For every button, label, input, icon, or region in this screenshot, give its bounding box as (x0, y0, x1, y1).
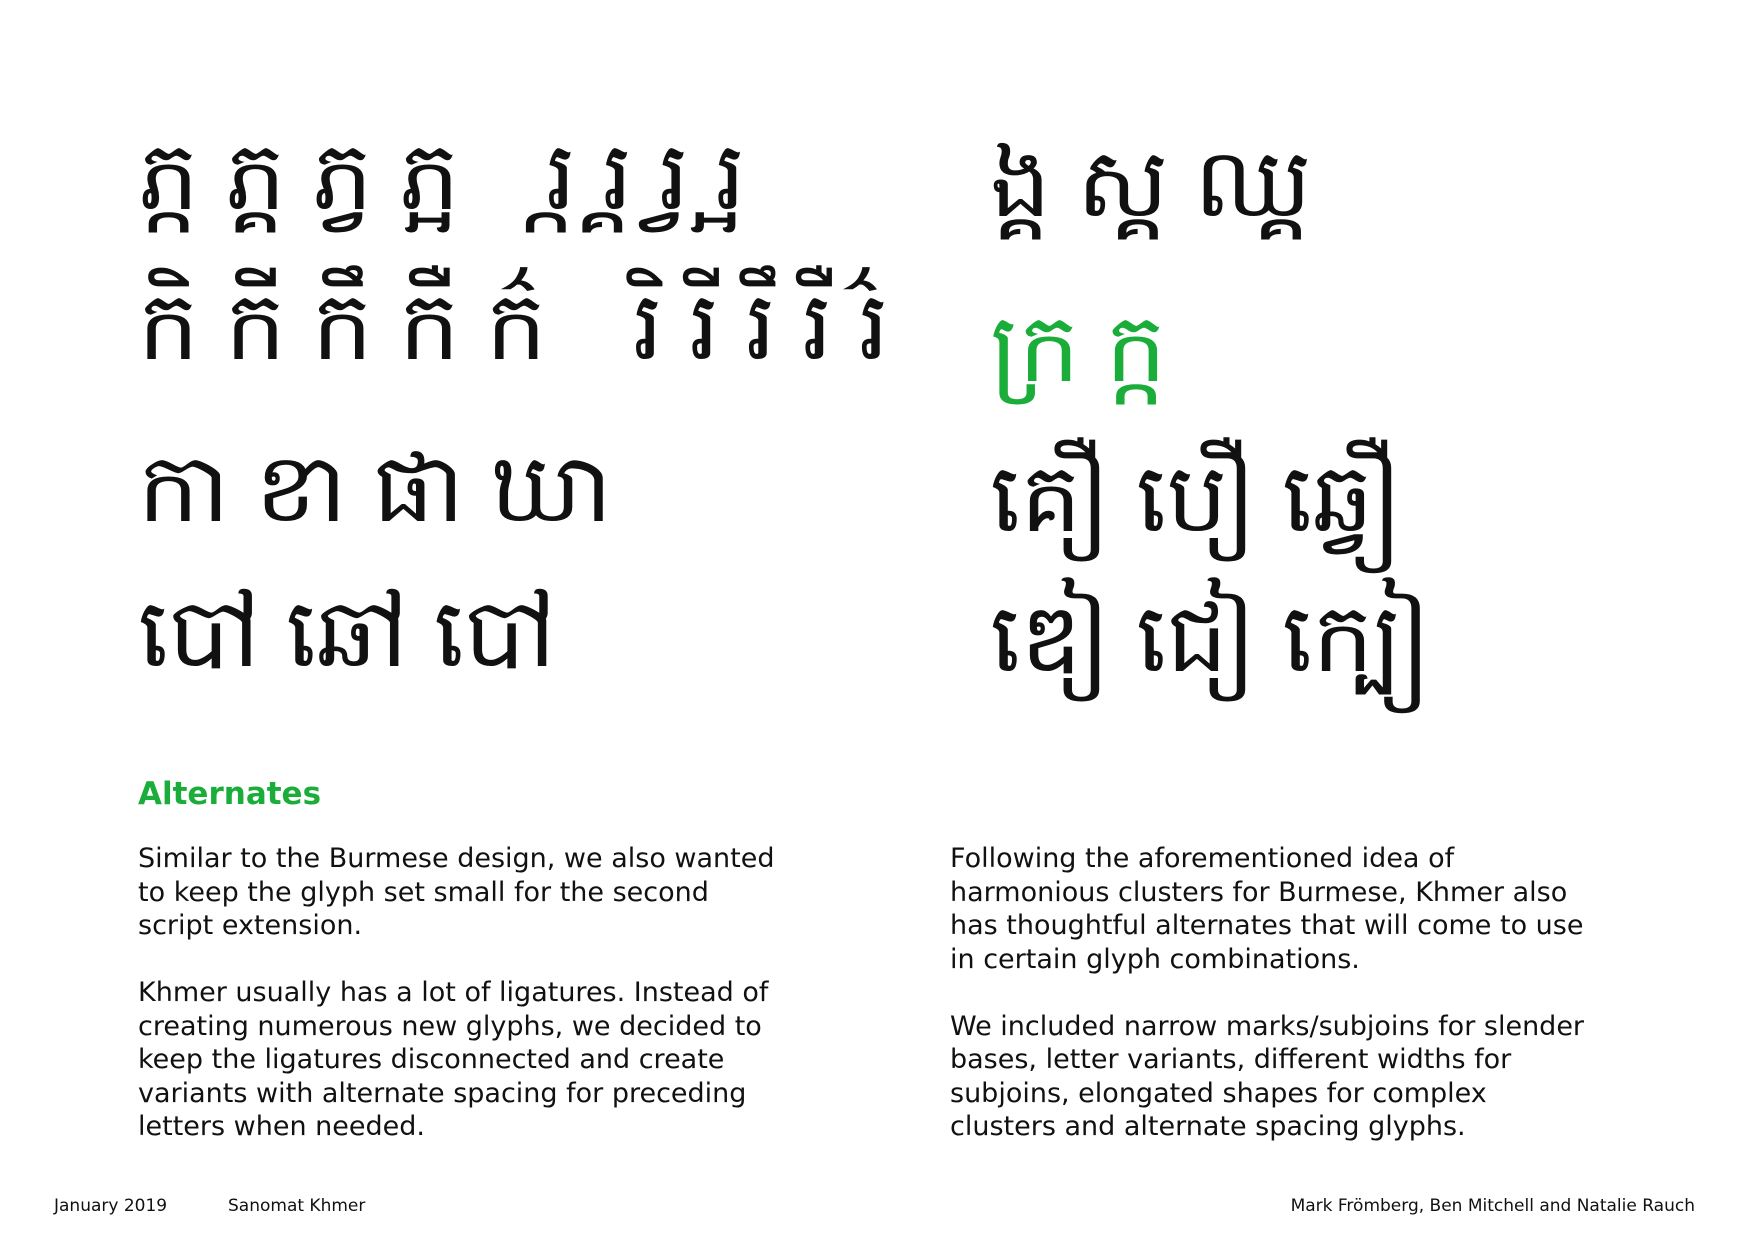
glyph-alternate-mark: ក្រ (990, 292, 1080, 404)
glyph-base: ប (433, 577, 556, 689)
glyph-base: ឈ (1194, 127, 1312, 239)
glyph-base: ក (224, 270, 286, 382)
glyph-base: ក (311, 270, 373, 382)
specimen-left-row-4 (138, 577, 582, 689)
glyph-cluster (689, 270, 720, 382)
glyph-cluster (490, 432, 613, 544)
specimen-right-row-2 (990, 292, 1192, 404)
glyph-base: ភ (224, 120, 286, 232)
glyph-cluster (224, 120, 286, 232)
glyph-cluster (1282, 582, 1431, 694)
glyph-cluster (802, 270, 833, 382)
glyph-base: ភ (138, 120, 199, 232)
glyph-cluster (990, 442, 1110, 554)
glyph-cluster (398, 270, 460, 382)
glyph-base: ក (1282, 582, 1431, 694)
body-paragraph: Khmer usually has a lot of ligatures. Instead of creating numerous new glyphs, we decided to keep the ligatures disconnected and create variants with alternate spacing for preceding letters when needed. (138, 977, 769, 1142)
glyph-cluster (372, 432, 465, 544)
glyph-base: រ (858, 270, 890, 382)
glyph-cluster (138, 432, 230, 544)
glyph-base: ឌ (990, 582, 1110, 694)
glyph-cluster (224, 270, 286, 382)
body-paragraph: Following the aforementioned idea of harmonious clusters for Burmese, Khmer also has thoughtful alternates that will come to use in certain glyph combinations. (950, 843, 1584, 975)
glyph-cluster (485, 270, 547, 382)
glyph-base: រ (689, 270, 720, 382)
body-column-left (138, 842, 778, 1177)
glyph-cluster (745, 270, 777, 382)
glyph-base: ឆ (1282, 442, 1402, 554)
glyph-cluster (990, 127, 1051, 239)
specimen-left-row-2 (138, 270, 915, 382)
glyph-cluster (398, 120, 460, 232)
glyph-cluster (858, 270, 890, 382)
glyph-cluster (1105, 292, 1167, 404)
specimen-left-row-3 (138, 432, 638, 544)
glyph-base: រ (802, 270, 833, 382)
glyph-base: ង (990, 127, 1051, 239)
glyph-base: រ (715, 120, 746, 232)
glyph-base: ភ (398, 120, 460, 232)
glyph-cluster (138, 120, 199, 232)
glyph-base: ក (485, 270, 547, 382)
footer-project: Sanomat Khmer (228, 1196, 366, 1216)
section-heading: Alternates (138, 776, 322, 812)
glyph-cluster (990, 292, 1080, 404)
glyph-base: ប (1136, 442, 1256, 554)
specimen-right-row-1 (990, 127, 1338, 239)
glyph-base: ក (138, 270, 199, 382)
glyph-cluster (602, 120, 633, 232)
glyph-base: ឃ (490, 432, 613, 544)
footer-authors: Mark Frömberg, Ben Mitchell and Natalie Rauch (1290, 1196, 1695, 1216)
glyph-cluster (632, 270, 664, 382)
glyph-cluster (1136, 582, 1256, 694)
glyph-base: ជ (1136, 582, 1256, 694)
glyph-base: ផ (372, 432, 465, 544)
glyph-base: ក (138, 432, 230, 544)
glyph-cluster (658, 120, 690, 232)
glyph-base: ឆ (285, 577, 408, 689)
glyph-cluster (545, 120, 577, 232)
glyph-base: ខ (255, 432, 347, 544)
glyph-cluster (1282, 442, 1402, 554)
glyph-base: ស (1076, 127, 1169, 239)
glyph-alternate-mark: ក្ក (1105, 292, 1167, 404)
specimen-left-row-1 (138, 120, 772, 232)
glyph-base: ភ (311, 120, 373, 232)
glyph-cluster (990, 582, 1110, 694)
glyph-base: ប (138, 577, 260, 689)
glyph-base: ក (398, 270, 460, 382)
body-column-right (950, 842, 1590, 1177)
glyph-cluster (311, 120, 373, 232)
glyph-base: រ (545, 120, 577, 232)
glyph-cluster (1194, 127, 1312, 239)
glyph-cluster (138, 577, 260, 689)
glyph-cluster (311, 270, 373, 382)
glyph-base: គ (990, 442, 1110, 554)
glyph-cluster (285, 577, 408, 689)
glyph-base: រ (658, 120, 690, 232)
glyph-base: រ (745, 270, 777, 382)
glyph-base: រ (632, 270, 664, 382)
footer-date: January 2019 (54, 1196, 168, 1216)
glyph-cluster (433, 577, 556, 689)
body-paragraph: Similar to the Burmese design, we also wanted to keep the glyph set small for the second script extension. (138, 843, 775, 941)
specimen-right-row-3 (990, 442, 1428, 554)
glyph-base: រ (602, 120, 633, 232)
glyph-cluster (255, 432, 347, 544)
body-paragraph: We included narrow marks/subjoins for slender bases, letter variants, different widths for subjoins, elongated shapes for complex clusters and alternate spacing glyphs. (950, 1010, 1585, 1142)
glyph-cluster (715, 120, 746, 232)
glyph-cluster (1076, 127, 1169, 239)
specimen-right-row-4 (990, 582, 1457, 694)
glyph-cluster (138, 270, 199, 382)
glyph-cluster (1136, 442, 1256, 554)
